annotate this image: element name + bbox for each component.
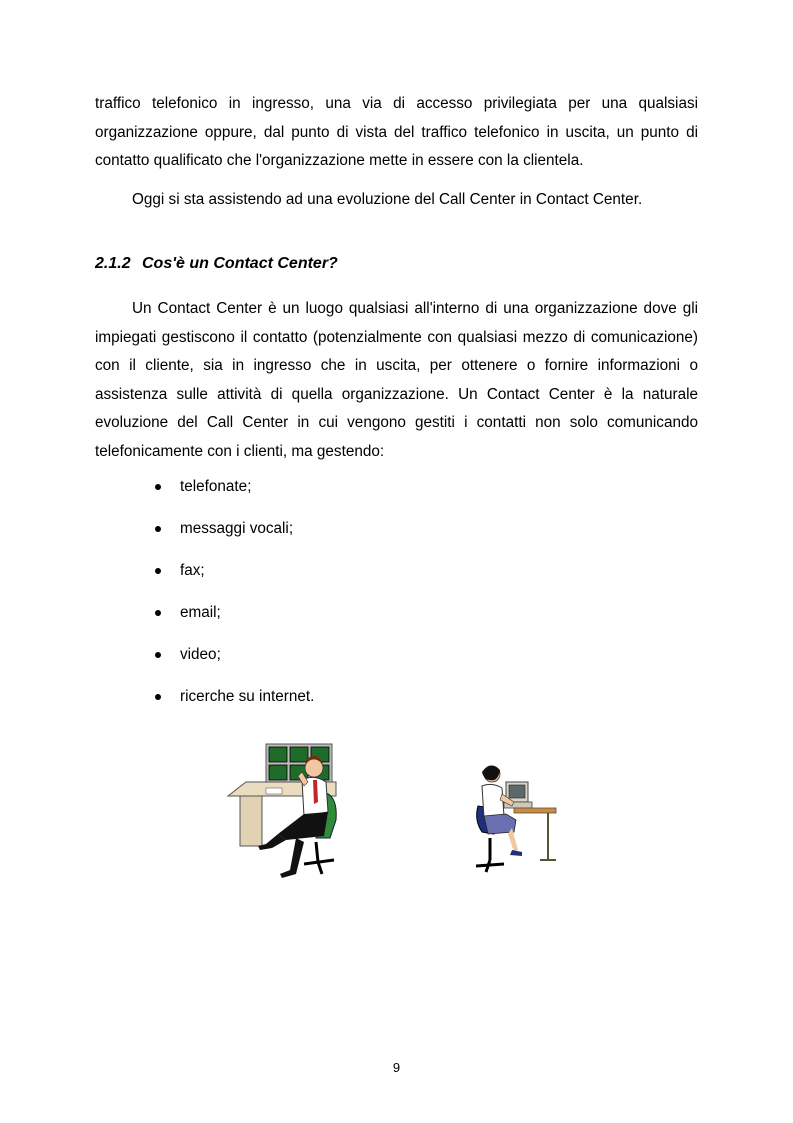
bullet-icon xyxy=(155,526,161,532)
section-title: Cos'è un Contact Center? xyxy=(142,255,338,272)
paragraph-intro-continued: traffico telefonico in ingresso, una via di accesso privilegiata per una qualsiasi organizzazione oppure, dal punto di vista del traffico telefonico in uscita, un punto di contatto qualificato che l'organizzazione mette in essere con la clientela. xyxy=(95,95,698,170)
paragraph-contact-center-definition: Un Contact Center è un luogo qualsiasi all'interno di una organizzazione dove gli impiegati gestiscono il contatto (potenzialmente con qualsiasi mezzo di comunicazione) con il cliente, sia in ingresso che in uscita, per ottenere o fornire informazioni o assistenza sulle attività di quella organizzazione. Un Contact Center è la naturale evoluzione del Call Center in cui vengono gestiti i contatti non solo comunicando telefonicamente con i clienti, ma gestendo: xyxy=(95,300,698,460)
call-center-operator-clipart xyxy=(226,742,352,878)
bullet-icon xyxy=(155,652,161,658)
list-item: messaggi vocali; xyxy=(155,514,314,556)
list-item: video; xyxy=(155,640,314,682)
office-worker-computer-clipart xyxy=(468,760,560,878)
list-item: email; xyxy=(155,598,314,640)
list-item: telefonate; xyxy=(155,472,314,514)
bullet-icon xyxy=(155,694,161,700)
page-number: 9 xyxy=(392,1060,401,1075)
bullet-icon xyxy=(155,484,161,490)
list-item: fax; xyxy=(155,556,314,598)
channel-list xyxy=(155,472,314,724)
bullet-icon xyxy=(155,568,161,574)
paragraph-evolution: Oggi si sta assistendo ad una evoluzione del Call Center in Contact Center. xyxy=(132,191,643,208)
section-number: 2.1.2 xyxy=(95,255,131,272)
section-heading xyxy=(95,255,338,273)
list-item: ricerche su internet. xyxy=(155,682,314,724)
bullet-icon xyxy=(155,610,161,616)
